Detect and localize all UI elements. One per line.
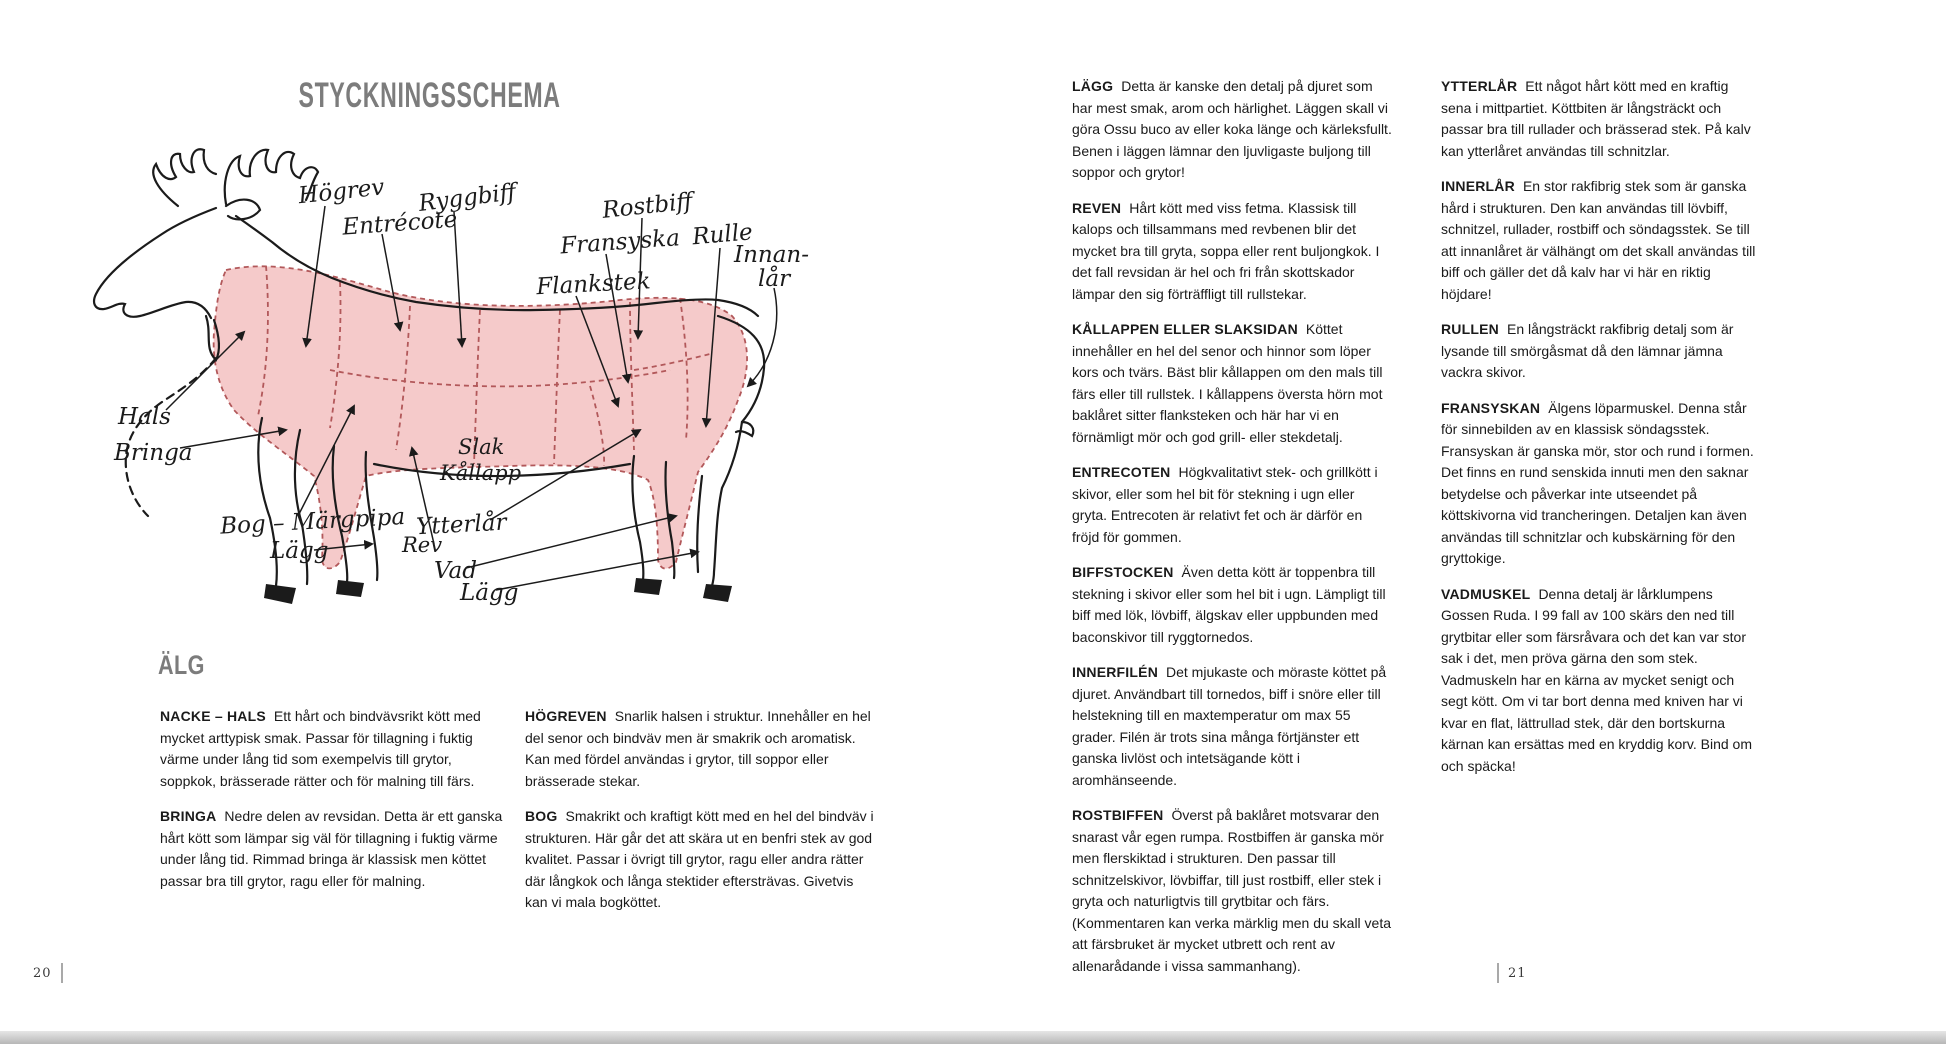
label-lagg-front: Lägg bbox=[270, 538, 329, 564]
moose-head bbox=[94, 208, 216, 318]
label-hals: Hals bbox=[118, 404, 171, 430]
page-number-right bbox=[1497, 963, 1527, 983]
left-page-column-2 bbox=[525, 706, 877, 928]
label-ryggbiff: Ryggbiff bbox=[417, 179, 518, 217]
cut-entry-kallappen bbox=[1072, 319, 1392, 448]
hoof bbox=[336, 580, 364, 597]
moose-chest-dashed bbox=[126, 358, 216, 516]
label-slak-1: Slak bbox=[458, 435, 505, 459]
label-innanlar-1: Innan- bbox=[734, 242, 810, 268]
label-slak-2: Kållapp bbox=[440, 461, 522, 485]
hoof bbox=[703, 584, 732, 602]
cut-term: REVEN bbox=[1072, 199, 1122, 216]
label-bog-margpipa: Bog – Märgpipa bbox=[219, 503, 406, 540]
label-lagg-rear: Lägg bbox=[460, 580, 519, 606]
cut-term: KÅLLAPPEN ELLER SLAKSIDAN bbox=[1072, 321, 1298, 337]
folio-rule bbox=[61, 963, 63, 983]
cut-term: HÖGREVEN bbox=[525, 708, 607, 724]
cut-term: YTTERLÅR bbox=[1441, 78, 1518, 94]
cut-entry-ytterlar bbox=[1441, 76, 1759, 162]
cut-entry-lagg bbox=[1072, 76, 1392, 184]
moose-ear bbox=[226, 200, 260, 220]
page-title-text: STYCKNINGSSCHEMA bbox=[298, 76, 562, 115]
cut-body: Detta är kanske den detalj på djuret som har mest smak, arom och härlighet. Läggen skall vi göra Ossu buco av eller koka länge och kärleksfullt. Benen i läggen lämnar den ljuvligaste buljong till soppor och grytor! bbox=[1072, 78, 1392, 180]
label-bringa: Bringa bbox=[114, 440, 193, 466]
cut-body: Hårt kött med viss fetma. Klassisk till kalops och tillsammans med revbenen blir det mycket bra till gryta, soppa eller rent buljongkok. I det fall revsidan är hel och fri från skottskador lämpar den sig förträffligt till rullstekar. bbox=[1072, 199, 1380, 302]
page-title bbox=[230, 76, 630, 116]
cut-entry-nacke-hals bbox=[160, 706, 510, 792]
cut-term: LÄGG bbox=[1072, 78, 1114, 94]
cut-body: Ett något hårt kött med en kraftig sena i mittpartiet. Köttbiten är långsträckt och passar bra till rullader och brässerad stek. På kalv kan ytterlåret användas till schnitzlar. bbox=[1441, 78, 1751, 159]
moose-tail bbox=[736, 422, 753, 436]
cut-entry-hogreven bbox=[525, 706, 877, 792]
moose-cut-diagram bbox=[30, 120, 830, 630]
cut-term: VADMUSKEL bbox=[1441, 585, 1531, 602]
cut-body: Även detta kött är toppenbra till stekning i skivor eller som hel bit i ugn. Lämpligt till biff med lök, lövbiff, älgskav eller uppbunden med baconskivor till ryggtornedos. bbox=[1072, 564, 1386, 645]
cut-body: En stor rakfibrig stek som är ganska hård i strukturen. Den kan användas till lövbiff, schnitzel, rullader, rostbiff och söndagsstek. Se till att innanlåret är välhängt om det skall användas till biff och gäller det då kalv har vi här en riktig höjdare! bbox=[1441, 178, 1756, 302]
cut-body: Det mjukaste och möraste köttet på djuret. Användbart till tornedos, biff i snöre eller till helstekning till en maxtemperatur om max 55 grader. Filén är trots sina många förtjänster ett ganska livlöst och intetsägande kött i aromhänseende. bbox=[1072, 664, 1387, 788]
label-ytterlar: Ytterlår bbox=[415, 509, 508, 541]
cut-entry-fransyskan bbox=[1441, 398, 1759, 570]
cut-entry-reven bbox=[1072, 198, 1392, 306]
right-page-column-1 bbox=[1072, 76, 1392, 991]
cut-term: BOG bbox=[525, 808, 558, 824]
cut-body: Överst på baklåret motsvarar den snarast vår egen rumpa. Rostbiffen är ganska mör men flerskiktad i strukturen. Den passar till schnitzelskivor, lövbiffar, till just rostbiff, eller stek i gryta och naturligtvis till grytbitar och färs. (Kommentaren kan verka märklig men du skall veta att färsbruket är mycket utbrett och rent av allenarådande i vissa sammanhang). bbox=[1072, 807, 1392, 974]
cut-entry-innerfilen bbox=[1072, 662, 1392, 791]
page-bottom-edge bbox=[0, 1031, 1946, 1044]
cut-entry-bringa bbox=[160, 806, 510, 892]
page-number-left bbox=[33, 963, 63, 983]
section-heading-alg: ÄLG bbox=[158, 650, 205, 680]
cut-term: BRINGA bbox=[160, 808, 217, 824]
label-fransyska: Fransyska bbox=[559, 225, 681, 260]
folio-rule bbox=[1497, 963, 1499, 983]
cut-entry-rostbiffen bbox=[1072, 805, 1392, 977]
label-rev: Rev bbox=[402, 533, 443, 557]
page-number-text: 21 bbox=[1508, 965, 1527, 981]
label-hogrev: Högrev bbox=[297, 174, 386, 210]
label-flankstek: Flankstek bbox=[535, 268, 652, 301]
cut-body: Ett hårt och bindvävsrikt kött med mycket arttypisk smak. Passar för tillagning i fuktig värme under lång tid som exempelvis till grytor, soppkok, brässerade rätter och för malning till färs. bbox=[160, 708, 481, 789]
cut-entry-rullen bbox=[1441, 319, 1759, 384]
cut-entry-biffstocken bbox=[1072, 562, 1392, 648]
hoof bbox=[264, 584, 296, 604]
cut-body: Älgens löparmuskel. Denna står för sinnebilden av en klassisk söndagsstek. Fransyskan är ganska mör, stor och rund i formen. Det finns en rund senskida innuti men den saknar betydelse och påverkar inte utseendet på köttskivorna vid trancheringen. Detaljen kan även användas till schnitzlar och kubskärning för den gryttokige. bbox=[1441, 399, 1754, 566]
cut-body: Denna detalj är lårklumpens Gossen Ruda. I 99 fall av 100 skärs den ned till grytbitar eller som färsråvara och det kan var stor sak i det, men pröva gärna den som stek. Vadmuskeln har en kärna av mycket senigt och segt kött. Om vi tar bort denna med kniven har vi kvar en flat, lättrullad stek, där den bortskurna kärnan kan ersättas med en kryddig korv. Bind om och späcka! bbox=[1441, 585, 1753, 774]
label-vad: Vad bbox=[434, 558, 477, 584]
cut-term: INNERFILÉN bbox=[1072, 664, 1158, 680]
cut-body: Smakrikt och kraftigt kött med en hel del bindväv i strukturen. Här går det att skära ut en benfri stek av god kvalitet. Passar i övrigt till grytor, ragu eller andra rätter där långkok och långa stektider eftersträvas. Givetvis kan vi mala bogköttet. bbox=[525, 808, 874, 910]
left-page-column-1 bbox=[160, 706, 510, 906]
cut-term: FRANSYSKAN bbox=[1441, 399, 1541, 416]
cut-term: RULLEN bbox=[1441, 321, 1499, 337]
cut-entry-bog bbox=[525, 806, 877, 914]
cut-term: ROSTBIFFEN bbox=[1072, 807, 1164, 823]
cut-body: En långsträckt rakfibrig detalj som är lysande till smörgåsmat då den lämnar jämna vackra skivor. bbox=[1441, 321, 1734, 380]
cut-body: Snarlik halsen i struktur. Innehåller en hel del senor och bindväv men är smakrik och aromatisk. Kan med fördel användas i grytor, till soppor eller brässerade stekar. bbox=[525, 708, 871, 789]
antler-left bbox=[153, 149, 216, 206]
label-rostbiff: Rostbiff bbox=[601, 188, 694, 224]
hoof bbox=[634, 578, 662, 595]
cut-term: ENTRECOTEN bbox=[1072, 464, 1171, 480]
cut-body: Nedre delen av revsidan. Detta är ett ganska hårt kött som lämpar sig väl för tillagning i fuktig värme under lång tid. Rimmad bringa är klassisk men köttet passar bra till grytor, ragu eller för malning. bbox=[160, 808, 503, 889]
page-number-text: 20 bbox=[33, 965, 52, 981]
label-rulle: Rulle bbox=[691, 219, 754, 251]
cut-entry-vadmuskel bbox=[1441, 584, 1759, 778]
cut-entry-entrecoten bbox=[1072, 462, 1392, 548]
cut-body: Högkvalitativt stek- och grillkött i skivor, eller som hel bit för stekning i ugn eller gryta. Entrecoten är relativt fet och är därför en fröjd för gommen. bbox=[1072, 464, 1378, 545]
label-entrecote: Entrécote bbox=[341, 206, 459, 241]
label-innanlar-2: lår bbox=[758, 266, 791, 292]
cut-term: INNERLÅR bbox=[1441, 178, 1515, 194]
cut-term: NACKE – HALS bbox=[160, 708, 266, 724]
cut-entry-innerlar bbox=[1441, 176, 1759, 305]
cut-body: Köttet innehåller en hel del senor och hinnor som löper kors och tvärs. Bäst blir kållappen om den mals till färs eller till rullstek. I kållappens översta hörn mot baklåret sitter flanksteken och här har vi en förnämligt mör och god grill- eller stekdetalj. bbox=[1072, 321, 1383, 445]
right-page-column-2 bbox=[1441, 76, 1759, 791]
cut-term: BIFFSTOCKEN bbox=[1072, 564, 1174, 580]
